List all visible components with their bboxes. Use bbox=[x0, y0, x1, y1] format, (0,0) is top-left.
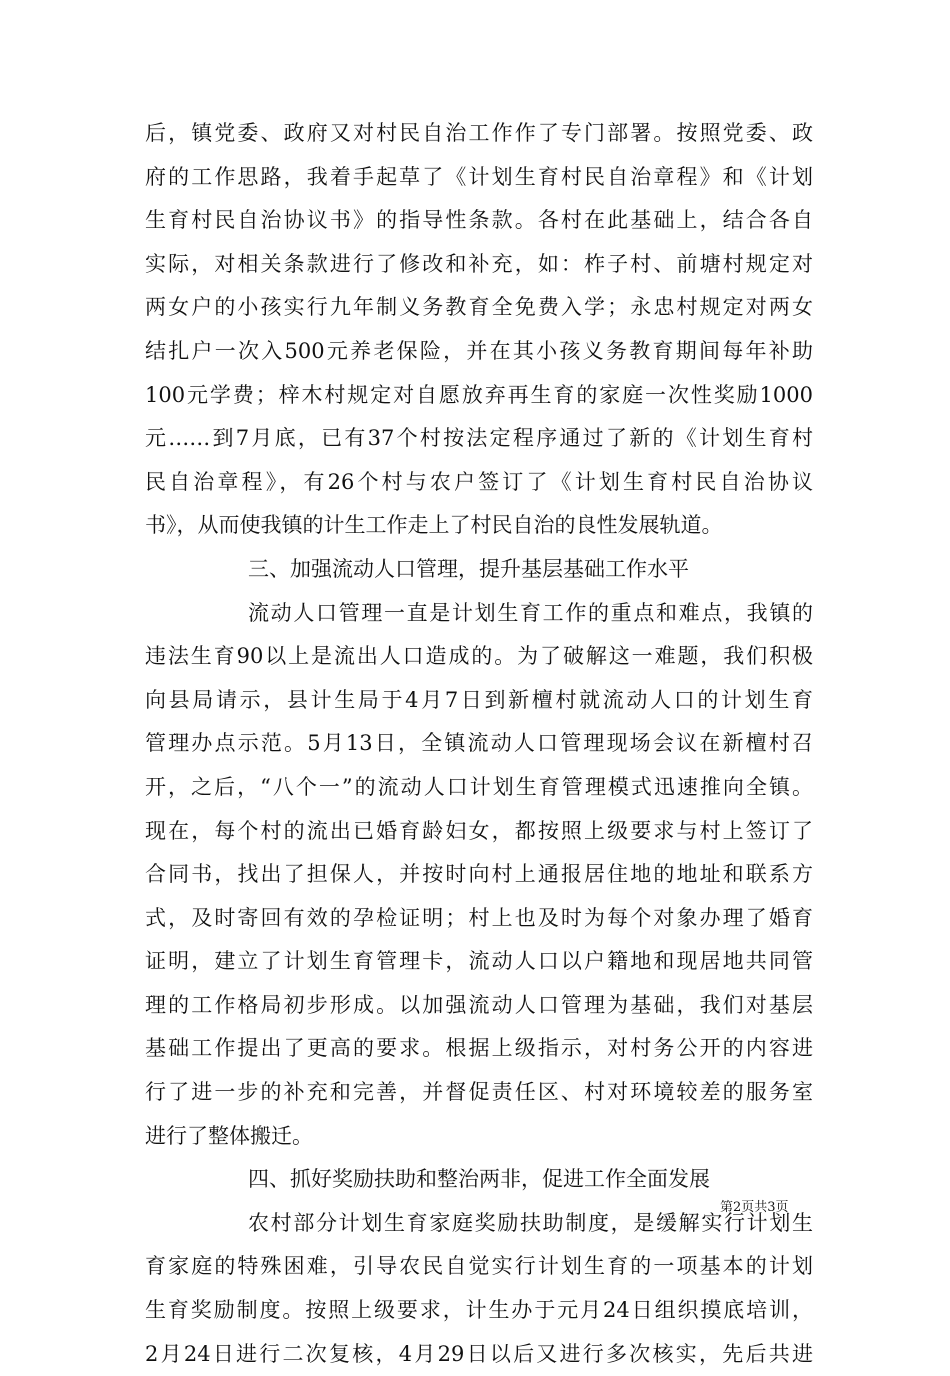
text-line: 式，及时寄回有效的孕检证明；村上也及时为每个对象办理了婚育 bbox=[145, 905, 813, 930]
text-line: 违法生育90以上是流出人口造成的。为了破解这一难题，我们积极 bbox=[145, 644, 813, 669]
text-line: 生育村民自治协议书》的指导性条款。各村在此基础上，结合各自 bbox=[145, 208, 813, 233]
text-line: 进行了整体搬迁。 bbox=[145, 1123, 313, 1148]
text-line: 2月24日进行二次复核，4月29日以后又进行多次核实，先后共进 bbox=[145, 1341, 813, 1366]
text-line: 生育奖励制度。按照上级要求，计生办于元月24日组织摸底培训， bbox=[145, 1298, 813, 1323]
page-number: 第2页共3页 bbox=[720, 1200, 789, 1215]
text-line: 民自治章程》，有26个村与农户签订了《计划生育村民自治协议 bbox=[145, 469, 813, 494]
text-line: 流动人口管理一直是计划生育工作的重点和难点，我镇的 bbox=[248, 600, 813, 625]
text-line: 育家庭的特殊困难，引导农民自觉实行计划生育的一项基本的计划 bbox=[145, 1254, 813, 1279]
text-line: 府的工作思路，我着手起草了《计划生育村民自治章程》和《计划 bbox=[145, 164, 813, 189]
body-text bbox=[145, 112, 813, 1376]
section-heading: 三、加强流动人口管理，提升基层基础工作水平 bbox=[248, 556, 689, 581]
text-line: 书》，从而使我镇的计生工作走上了村民自治的良性发展轨道。 bbox=[145, 513, 723, 538]
text-line: 向县局请示，县计生局于4月7日到新檀村就流动人口的计划生育 bbox=[145, 687, 813, 712]
text-line: 100元学费；梓木村规定对自愿放弃再生育的家庭一次性奖励1000 bbox=[145, 382, 813, 407]
text-line: 开，之后，“八个一”的流动人口计划生育管理模式迅速推向全镇。 bbox=[145, 774, 813, 799]
text-line: 管理办点示范。5月13日，全镇流动人口管理现场会议在新檀村召 bbox=[145, 731, 813, 756]
text-line: 农村部分计划生育家庭奖励扶助制度，是缓解实行计划生 bbox=[248, 1210, 813, 1235]
text-line: 理的工作格局初步形成。以加强流动人口管理为基础，我们对基层 bbox=[145, 992, 813, 1017]
text-line: 合同书，找出了担保人，并按时向村上通报居住地的地址和联系方 bbox=[145, 862, 813, 887]
text-line: 实际，对相关条款进行了修改和补充，如：柞子村、前塘村规定对 bbox=[145, 251, 813, 276]
section-heading: 四、抓好奖励扶助和整治两非，促进工作全面发展 bbox=[248, 1167, 710, 1192]
text-line: 结扎户一次入500元养老保险，并在其小孩义务教育期间每年补助 bbox=[145, 338, 813, 363]
text-line: 元……到7月底，已有37个村按法定程序通过了新的《计划生育村 bbox=[145, 426, 813, 451]
text-line: 行了进一步的补充和完善，并督促责任区、村对环境较差的服务室 bbox=[145, 1080, 813, 1105]
text-line: 两女户的小孩实行九年制义务教育全免费入学；永忠村规定对两女 bbox=[145, 295, 813, 320]
text-line: 后，镇党委、政府又对村民自治工作作了专门部署。按照党委、政 bbox=[145, 121, 813, 145]
text-line: 现在，每个村的流出已婚育龄妇女，都按照上级要求与村上签订了 bbox=[145, 818, 813, 843]
text-line: 基础工作提出了更高的要求。根据上级指示，对村务公开的内容进 bbox=[145, 1036, 813, 1061]
text-line: 证明，建立了计划生育管理卡，流动人口以户籍地和现居地共同管 bbox=[145, 949, 813, 974]
